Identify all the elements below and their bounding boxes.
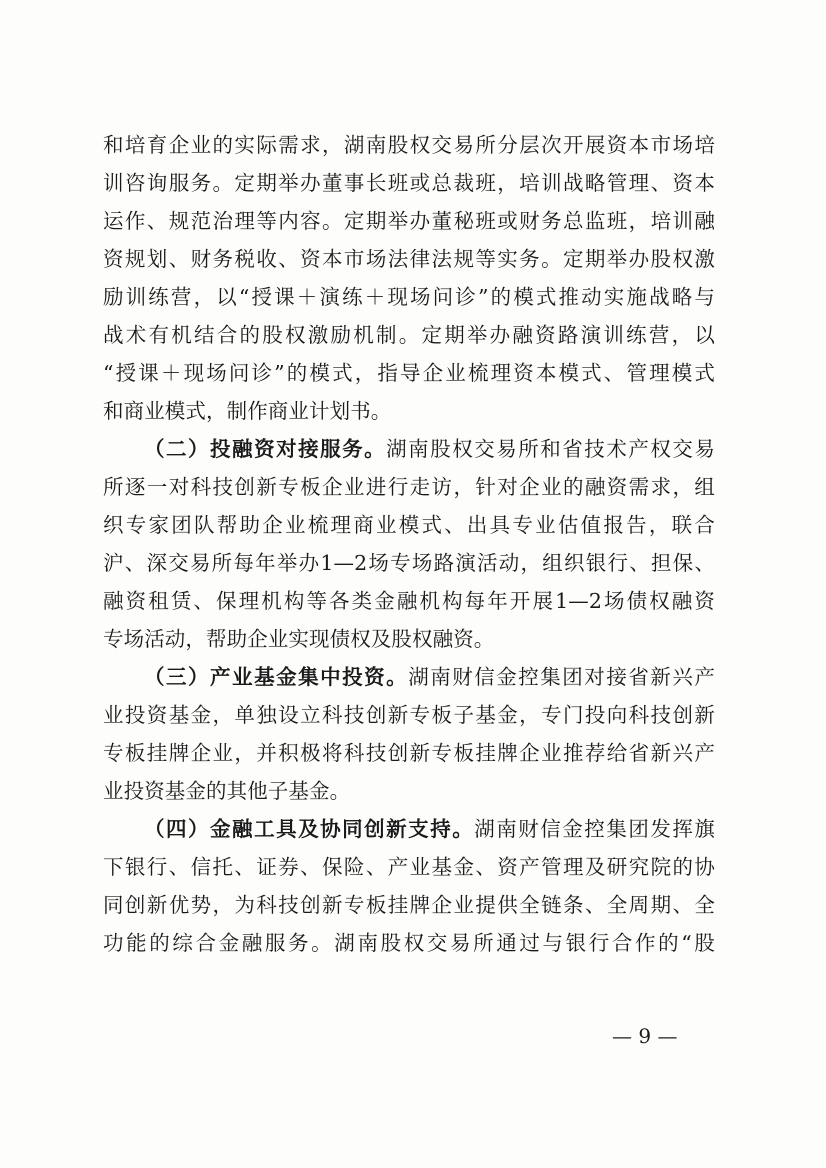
paragraph1-line: 和商业模式，制作商业计划书。 (103, 399, 392, 423)
section2-line: 所逐一对科技创新专板企业进行走访，针对企业的融资需求，组 (103, 475, 715, 499)
paragraph1-line: 和培育企业的实际需求，湖南股权交易所分层次开展资本市场培 (103, 133, 715, 157)
body-text (103, 126, 715, 962)
section4-heading: （四）金融工具及协同创新支持。 (144, 817, 475, 841)
section2-line: 专场活动，帮助企业实现债权及股权融资。 (103, 627, 495, 651)
paragraph1-line: 战术有机结合的股权激励机制。定期举办融资路演训练营，以 (103, 323, 715, 347)
section3-line: 专板挂牌企业，并积极将科技创新专板挂牌企业推荐给省新兴产 (103, 741, 715, 765)
section2-first-line (103, 430, 715, 468)
section2-line: 织专家团队帮助企业梳理商业模式、出具专业估值报告，联合 (103, 513, 715, 537)
section3-first-line-text: 湖南财信金控集团对接省新兴产 (408, 665, 715, 689)
section2-line: 沪、深交易所每年举办1—2场专场路演活动，组织银行、担保、 (103, 551, 715, 575)
section2-line: 融资租赁、保理机构等各类金融机构每年开展1—2场债权融资 (103, 589, 715, 613)
section2-first-line-text: 湖南股权交易所和省技术产权交易 (386, 437, 715, 461)
section3-heading: （三）产业基金集中投资。 (144, 665, 409, 689)
paragraph1-line: “授课＋现场问诊”的模式，指导企业梳理资本模式、管理模式 (103, 361, 715, 385)
section4-line: 下银行、信托、证券、保险、产业基金、资产管理及研究院的协 (103, 855, 715, 879)
section3-line: 业投资基金的其他子基金。 (103, 779, 351, 803)
section3-line: 业投资基金，单独设立科技创新专板子基金，专门投向科技创新 (103, 703, 715, 727)
paragraph1-line: 励训练营，以“授课＋演练＋现场问诊”的模式推动实施战略与 (103, 285, 715, 309)
section4-first-line-text: 湖南财信金控集团发挥旗 (474, 817, 715, 841)
section2-heading: （二）投融资对接服务。 (144, 437, 387, 461)
section4-first-line (103, 810, 715, 848)
page-number: — 9 — (612, 1024, 678, 1048)
paragraph1-line: 资规划、财务税收、资本市场法律法规等实务。定期举办股权激 (103, 247, 715, 271)
paragraph1-line: 训咨询服务。定期举办董事长班或总裁班，培训战略管理、资本 (103, 171, 715, 195)
section3-first-line (103, 658, 715, 696)
paragraph1-line: 运作、规范治理等内容。定期举办董秘班或财务总监班，培训融 (103, 209, 715, 233)
section4-line: 同创新优势，为科技创新专板挂牌企业提供全链条、全周期、全 (103, 893, 715, 917)
section4-line: 功能的综合金融服务。湖南股权交易所通过与银行合作的“股 (103, 931, 715, 955)
